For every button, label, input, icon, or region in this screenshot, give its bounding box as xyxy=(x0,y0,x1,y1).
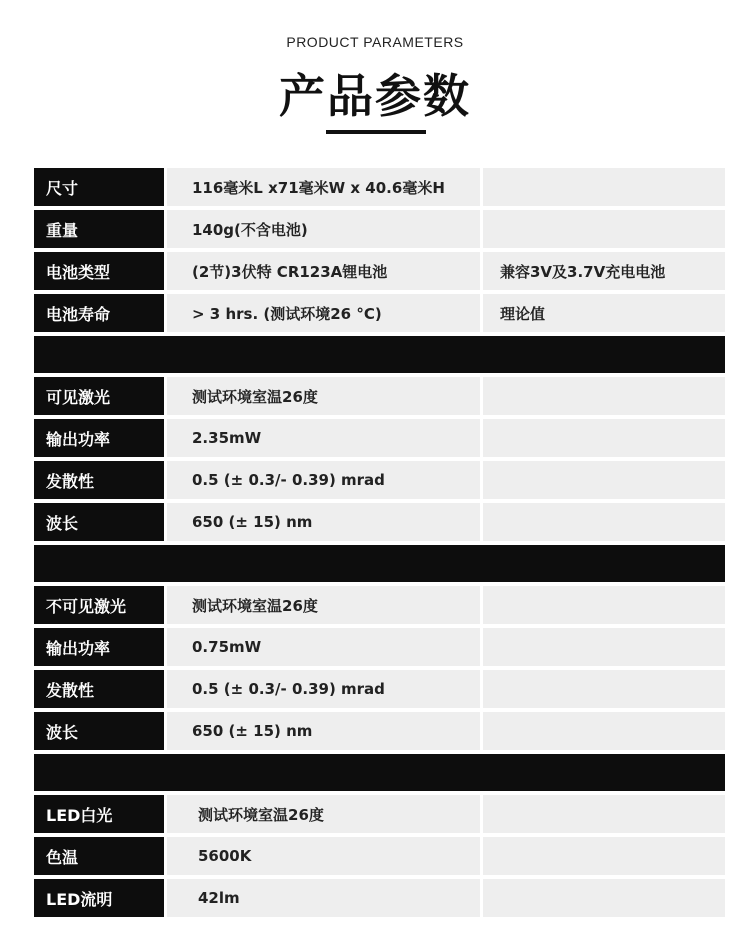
param-label: 电池寿命 xyxy=(34,294,164,332)
section-divider xyxy=(34,336,725,373)
param-note xyxy=(483,879,725,917)
param-label: 波长 xyxy=(34,712,164,750)
page-title: 产品参数 xyxy=(279,69,471,123)
param-row-battery-life xyxy=(34,294,725,332)
param-note: 兼容3V及3.7V充电电池 xyxy=(483,252,725,290)
param-note xyxy=(483,503,725,541)
param-note xyxy=(483,670,725,708)
param-label: LED白光 xyxy=(34,795,164,833)
param-label: LED流明 xyxy=(34,879,164,917)
param-row-wavelength xyxy=(34,712,725,750)
parameters-table xyxy=(34,168,725,921)
param-value: 650 (± 15) nm xyxy=(167,712,480,750)
param-row-divergence xyxy=(34,461,725,499)
param-value: 测试环境室温26度 xyxy=(167,586,480,624)
param-note xyxy=(483,377,725,415)
param-label: 重量 xyxy=(34,210,164,248)
param-note xyxy=(483,419,725,457)
param-label: 发散性 xyxy=(34,461,164,499)
param-value: 0.5 (± 0.3/- 0.39) mrad xyxy=(167,461,480,499)
param-label: 发散性 xyxy=(34,670,164,708)
param-note: 理论值 xyxy=(483,294,725,332)
param-value: 测试环境室温26度 xyxy=(167,377,480,415)
section-divider xyxy=(34,545,725,582)
param-label: 波长 xyxy=(34,503,164,541)
param-row-led-white xyxy=(34,795,725,833)
param-label: 不可见激光 xyxy=(34,586,164,624)
param-label: 输出功率 xyxy=(34,419,164,457)
param-note xyxy=(483,461,725,499)
param-row-color-temperature xyxy=(34,837,725,875)
param-value: 42lm xyxy=(167,879,480,917)
param-row-divergence xyxy=(34,670,725,708)
param-value: 2.35mW xyxy=(167,419,480,457)
param-value: 116毫米L x71毫米W x 40.6毫米H xyxy=(167,168,480,206)
param-note xyxy=(483,168,725,206)
title-underline xyxy=(326,130,426,134)
param-label: 尺寸 xyxy=(34,168,164,206)
param-note xyxy=(483,628,725,666)
param-row-output-power xyxy=(34,419,725,457)
param-row-weight xyxy=(34,210,725,248)
subtitle: PRODUCT PARAMETERS xyxy=(286,34,464,50)
param-value: > 3 hrs. (测试环境26 °C) xyxy=(167,294,480,332)
param-value: 650 (± 15) nm xyxy=(167,503,480,541)
param-value: 140g(不含电池) xyxy=(167,210,480,248)
param-row-led-lumens xyxy=(34,879,725,917)
param-value: 5600K xyxy=(167,837,480,875)
param-row-size xyxy=(34,168,725,206)
param-label: 色温 xyxy=(34,837,164,875)
param-value: 0.75mW xyxy=(167,628,480,666)
param-note xyxy=(483,837,725,875)
param-row-invisible-laser xyxy=(34,586,725,624)
param-row-battery-type xyxy=(34,252,725,290)
param-note xyxy=(483,586,725,624)
param-label: 电池类型 xyxy=(34,252,164,290)
param-value: (2节)3伏特 CR123A锂电池 xyxy=(167,252,480,290)
param-value: 0.5 (± 0.3/- 0.39) mrad xyxy=(167,670,480,708)
section-divider xyxy=(34,754,725,791)
param-note xyxy=(483,210,725,248)
param-label: 可见激光 xyxy=(34,377,164,415)
param-note xyxy=(483,795,725,833)
param-row-wavelength xyxy=(34,503,725,541)
param-row-output-power xyxy=(34,628,725,666)
param-row-visible-laser xyxy=(34,377,725,415)
param-value: 测试环境室温26度 xyxy=(167,795,480,833)
param-note xyxy=(483,712,725,750)
param-label: 输出功率 xyxy=(34,628,164,666)
